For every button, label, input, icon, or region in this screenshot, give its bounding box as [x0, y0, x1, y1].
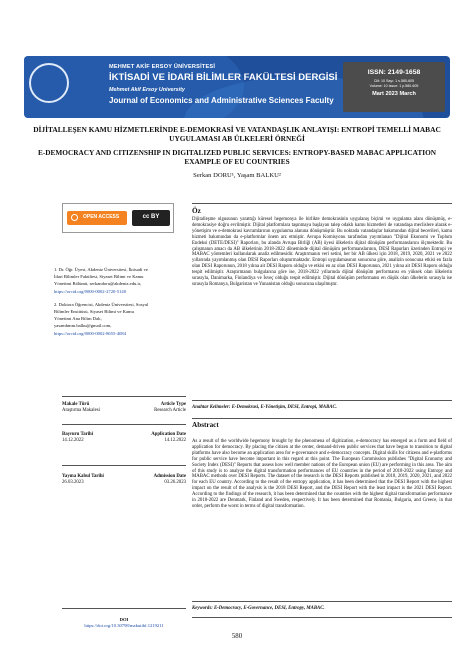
application-date-tr: 14.12.2022: [62, 438, 84, 444]
doi-block: [62, 617, 186, 630]
authors: Serkan DORU¹, Yaşam BALKU²: [193, 172, 281, 179]
title-turkish: DİJİTALLEŞEN KAMU HİZMETLERİNDE E-DEMOKRASİ VE VATANDAŞLIK ANLAYIŞI: ENTROPİ TEMELLİ MABAC UYGULAMASI AB ÜLKELERİ ÖRNEĞİ: [33, 125, 441, 143]
issn: ISSN: 2149-1658: [367, 69, 421, 76]
banner-faculty-journal: İKTİSADİ VE İDARİ BİLİMLER FAKÜLTESİ DERGİSİ: [109, 72, 338, 83]
admission-date-en: 03.26.2023: [164, 480, 186, 486]
admission-date-tr: 26.03.2023: [62, 480, 84, 486]
note-2-line: Yönetimi Ana Bilim Dalı,: [54, 316, 102, 322]
abstract-tr-section: [192, 207, 452, 288]
orcid-link-2[interactable]: https://orcid.org/0000-0002-8655-4084: [54, 330, 127, 336]
article-type-en: Research Article: [154, 408, 186, 414]
article-type-block: [62, 402, 186, 415]
application-date-en: 14.12.2022: [164, 438, 186, 444]
article-type-label-tr: Makale Türü: [62, 402, 90, 407]
banner-journal-en: Journal of Economics and Administrative Sciences Faculty: [109, 96, 334, 105]
application-label-en: Application Date: [151, 432, 186, 437]
open-access-badge[interactable]: [67, 211, 127, 225]
admission-date-block: [62, 474, 186, 487]
page-number: 580: [231, 633, 243, 640]
keywords-en: Keywords: E-Democracy, E-Governance, DESI, Entropy, MABAC.: [192, 606, 325, 611]
application-date-block: [62, 432, 186, 445]
divider: [62, 465, 186, 466]
open-lock-icon: [71, 214, 78, 221]
abstract-tr-text: Dijitalleşme olgusunun yarattığı küresel hegemonya ile birlikte demokrasinin uygulanış biçimi ve uygulama alanı dönüşmüş, e-demokrasiye doğru evrilmiştir. Dijital platformlara taşınmaya başlayan talep odaklı kamu hizmetleri de vatandaşa meclislere alarak e-yönetişim ve e-demokrasi kavramlarının uygulanma alanına dönüşmüştür. Bu noktada vatandaşlar bakımından dijital becerileri, kamu hizmeti bakımından da e-platformlar önem arz etmiştir. Avrupa Komisyonu tarafından yayımlanan "Dijital Ekonomi ve Toplum Endeksi (DETE/DESI)" Raporları, bu alanda Avrupa Birliği (AB) üyesi ülkelerin dijital dönüşüm performanslarını ölçmektedir. Bu çalışmanın amacı da AB ülkelerinin 2018-2022 döneminde dijital dönüşüm performanslarının, DESI Raporları üzerinden Entropi ve MABAC yöntemleri kullanılarak analiz edilmesidir. Araştırmanın veri setini, her bir AB ülkesi için 2018, 2019, 2020, 2021 ve 2022 yıllarında yayımlanmış olan DESI Raporları oluşturmaktadır. Entropi uygulamasının sonucuna göre, analizin sonucuna etkisi en fazla olan DESI Raporunun, 2018 yılına ait DESI Raporu olduğu ve etkisi en az olan DESI Raporunun, 2021 yılına ait DESI Raporu olduğu tespit edilmiştir. Araştırmanın bulgularına göre ise, 2018-2022 yıllarında dijital dönüşüm performansı en yüksek olan ülkelerin sırasıyla, Danimarka, Finlandiya ve İsveç olduğu tespit edilmiştir. Dijital dönüşüm performansı en düşük olan ülkelerin sırasıyla ise sırasıyla Romanya, Bulgaristan ve Yunanistan olduğu sonucuna ulaşılmıştır.: [192, 217, 452, 287]
banner-university-en: Mehmet Akif Ersoy University: [109, 87, 185, 93]
article-type-label-en: Article Type: [160, 402, 186, 407]
abstract-tr-heading: Öz: [192, 207, 201, 215]
divider: [62, 608, 186, 609]
divider: [62, 396, 186, 397]
divider: [192, 203, 452, 204]
divider: [192, 617, 452, 618]
banner-university: MEHMET AKİF ERSOY ÜNİVERSİTESİ: [109, 64, 216, 70]
cc-by-label: cc BY: [142, 214, 160, 220]
author-notes: [54, 266, 186, 337]
divider: [62, 424, 186, 425]
issue-date: Mart 2023 March: [372, 91, 416, 97]
note-1-line: Yönetimi Bölümü, serkandoru@akdeniz.edu.tr,: [54, 281, 142, 287]
open-access-label: OPEN ACCESS: [83, 214, 120, 220]
license-badges: [62, 203, 174, 233]
note-1-line: İdari Bilimler Fakültesi, Siyaset Bilimi ve Kamu: [54, 274, 144, 280]
title-english: E-DEMOCRACY AND CITIZENSHIP IN DIGITALIZED PUBLIC SERVICES: ENTROPY-BASED MABAC APPLICATION EXAMPLE OF EU COUNTRIES: [37, 148, 437, 166]
journal-banner: [24, 56, 450, 118]
application-label-tr: Başvuru Tarihi: [62, 432, 94, 437]
cc-by-badge[interactable]: [132, 210, 170, 226]
keywords-tr: Anahtar Kelimeler: E-Demokrasi, E-Yönetişim, DESI, Entropi, MABAC.: [192, 405, 337, 410]
note-2-line: Bilimler Enstitüsü, Siyaset Bilimi ve Kamu: [54, 309, 134, 315]
divider: [192, 400, 452, 401]
cilt-sayi: Cilt: 10 Sayı: 1 s.580-605: [373, 79, 415, 83]
abstract-en-text: As a result of the worldwide hegemony brought by the phenomena of digitization, e-democracy has emerged as a form and field of application for democracy. By placing the citizen at the center, demand-driven public services that have begun to transition to digital platforms have also become an application area for e-governance and e-democracy concepts. Digital skills for citizens and e-platforms for public service have become important in this regard at this point. The European Commission publishes "Digital Economy and Society Index (DESI)" Reports that assess how well member nations of the European union (EU) are performing in this area. The aim of this study is to analyze the digital transformation performances of EU countries in the period of 2018-2022 using Entropy and MABAC methods over DESI Reports. The dataset of the research is the DESI Reports published in 2018, 2019, 2020, 2021, and 2022 for each EU country. According to the result of the entropy application, it has been determined that the DESI Report with the highest impact on the result of the analysis is the 2018 DESI Report, and the DESI Report with the least impact is the 2021 DESI Report. According to the findings of the research, it has been determined that the countries with the highest digital transformation performance in 2018-2022 are Denmark, Finland and Sweden, respectively. It has been determined that Romania, Bulgaria, and Greece, in that order, perform the worst in terms of digital transformation.: [192, 439, 452, 509]
doi-link[interactable]: https://doi.org/10.30798/makuiibf.1219211: [84, 623, 164, 629]
note-2-line: yasambmm.balku@gmail.com,: [54, 323, 112, 329]
abstract-en-heading: Abstract: [192, 421, 219, 429]
volume-issue: Volume: 10 Issue: 1 p.580-605: [369, 84, 419, 88]
note-2-line: 2. Doktora Öğrencisi, Akdeniz Üniversitesi, Sosyal: [54, 301, 149, 307]
doi-label: DOI: [119, 617, 129, 622]
issn-box: [343, 62, 445, 112]
divider: [192, 601, 452, 602]
admission-label-tr: Yayına Kabul Tarihi: [62, 474, 104, 479]
note-1-line: 1. Dr. Öğr. Üyesi, Akdeniz Üniversitesi, İktisadi ve: [54, 267, 148, 272]
admission-label-en: Admission Date: [153, 474, 186, 479]
orcid-link-1[interactable]: https://orcid.org/0000-0002-2720-5140: [54, 288, 127, 294]
abstract-en-section: [192, 421, 452, 510]
university-logo-icon: [29, 63, 69, 103]
article-type-tr: Araştırma Makalesi: [62, 408, 100, 414]
divider: [192, 418, 452, 419]
